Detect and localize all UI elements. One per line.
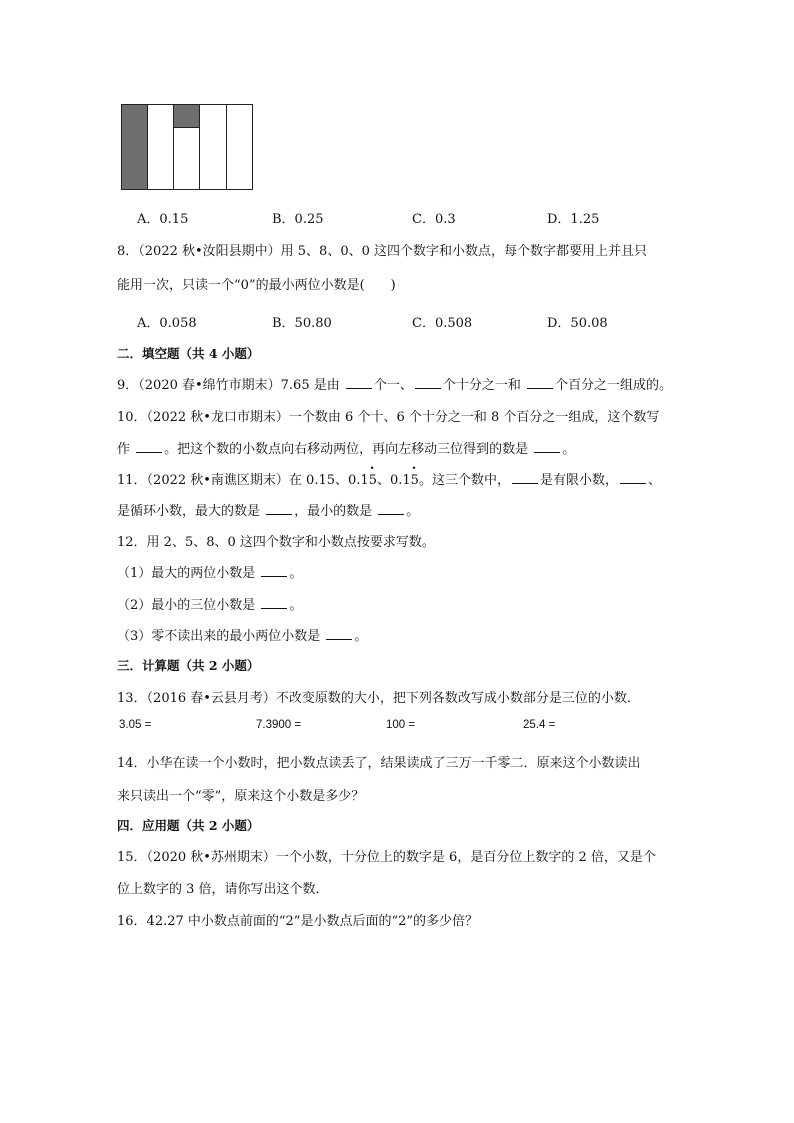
- answer-blank[interactable]: [527, 376, 553, 389]
- q16: 16．42.27 中小数点前面的“2”是小数点后面的“2”的多少倍？: [117, 914, 479, 929]
- section-heading-calculation: 三．计算题（共 2 小题）: [117, 658, 260, 673]
- q13-stem: 13．（2016 春•云县月考）不改变原数的大小，把下列各数改写成小数部分是三位的小数．: [117, 691, 640, 706]
- q8-option-d: D．50.08: [547, 316, 608, 331]
- q10-text: 作: [117, 442, 135, 457]
- q11-text: 11．（2022 秋•南谯区期末）在 0.15、0.1: [117, 473, 369, 488]
- q8-option-c: C．0.508: [412, 316, 473, 331]
- answer-blank[interactable]: [620, 471, 646, 484]
- repeating-digit: 5 •: [369, 473, 377, 488]
- q12-part3: [117, 625, 367, 644]
- answer-blank[interactable]: [346, 376, 372, 389]
- q10-text: 。: [562, 442, 576, 457]
- q15-line2: 位上数字的 3 倍，请你写出这个数．: [117, 882, 329, 897]
- q10-line1: 10．（2022 秋•龙口市期末）一个数由 6 个十、6 个十分之一和 8 个百分之一组成，这个数写: [117, 410, 660, 425]
- q11-text: 。: [406, 504, 420, 519]
- answer-blank[interactable]: [261, 564, 287, 577]
- q7-option-b: B．0.25: [272, 212, 324, 227]
- q14-line1: 14．小华在读一个小数时，把小数点读丢了，结果读成了三万一千零二．原来这个小数读出: [117, 756, 641, 771]
- q12-text: 。: [289, 566, 303, 581]
- grid-strip-shaded: [121, 104, 148, 190]
- q11-text: 是有限小数，: [539, 473, 618, 488]
- q9-text: 个十分之一和: [442, 378, 526, 393]
- fraction-grid-figure: [121, 104, 253, 190]
- answer-blank[interactable]: [534, 440, 560, 453]
- q9-text: 个一、: [373, 378, 413, 393]
- q8-line2: 能用一次，只读一个“0”的最小两位小数是( ): [117, 278, 396, 293]
- q7-option-c: C．0.3: [412, 212, 456, 227]
- q8-option-a: A．0.058: [137, 316, 197, 331]
- q11-text: 是循环小数，最大的数是: [117, 504, 265, 519]
- q12-text: （2）最小的三位小数是: [117, 598, 260, 613]
- q9-text: 个百分之一组成的。: [555, 378, 673, 393]
- q13-item: 100 =: [386, 719, 416, 731]
- section-heading-fill-in: 二．填空题（共 4 小题）: [117, 346, 260, 361]
- q9-text: 9．（2020 春•绵竹市期末）7.65 是由: [117, 378, 344, 393]
- q15-line1: 15．（2020 秋•苏州期末）一个小数，十分位上的数字是 6，是百分位上数字的 2 倍，又是个: [117, 850, 656, 865]
- answer-blank[interactable]: [512, 471, 538, 484]
- grid-strip: [147, 104, 174, 190]
- q12-text: （3）零不读出来的最小两位小数是: [117, 629, 325, 644]
- q7-option-a: A．0.15: [137, 212, 189, 227]
- q8-option-b: B．50.80: [272, 316, 332, 331]
- q10-line2: [117, 438, 575, 457]
- answer-blank[interactable]: [136, 440, 162, 453]
- q8-line1: 8．（2022 秋•汝阳县期中）用 5、8、0、0 这四个数字和小数点，每个数字都要用上并且只: [117, 244, 648, 259]
- q11-text: 、0.1: [376, 473, 411, 488]
- q11-line1: [117, 469, 661, 488]
- q13-item: 25.4 =: [523, 719, 556, 731]
- q9: [117, 374, 672, 393]
- q13-item: 7.3900 =: [256, 719, 302, 731]
- answer-blank[interactable]: [415, 376, 441, 389]
- q11-text: ，最小的数是: [294, 504, 377, 519]
- grid-strip: [226, 104, 253, 190]
- q11-text: 。这三个数中，: [418, 473, 510, 488]
- answer-blank[interactable]: [378, 502, 404, 515]
- q14-line2: 来只读出一个“零”，原来这个小数是多少？: [117, 789, 365, 804]
- q7-option-d: D．1.25: [547, 212, 600, 227]
- q12-text: 。: [354, 629, 368, 644]
- q12-stem: 12．用 2、5、8、0 这四个数字和小数点按要求写数。: [117, 535, 435, 550]
- grid-strip-shaded-top: [174, 105, 199, 128]
- answer-blank[interactable]: [266, 502, 292, 515]
- q10-text: 。把这个数的小数点向右移动两位，再向左移动三位得到的数是: [164, 442, 533, 457]
- grid-strip: [199, 104, 227, 190]
- answer-blank[interactable]: [326, 627, 352, 640]
- repeating-digit: 5 •: [411, 473, 419, 488]
- q12-part2: [117, 594, 302, 613]
- q11-line2: [117, 500, 419, 519]
- answer-blank[interactable]: [261, 596, 287, 609]
- q12-text: 。: [289, 598, 303, 613]
- q13-item: 3.05 =: [119, 719, 152, 731]
- q12-part1: [117, 562, 302, 581]
- q11-text: 、: [647, 473, 661, 488]
- q12-text: （1）最大的两位小数是: [117, 566, 260, 581]
- section-heading-application: 四．应用题（共 2 小题）: [117, 818, 260, 833]
